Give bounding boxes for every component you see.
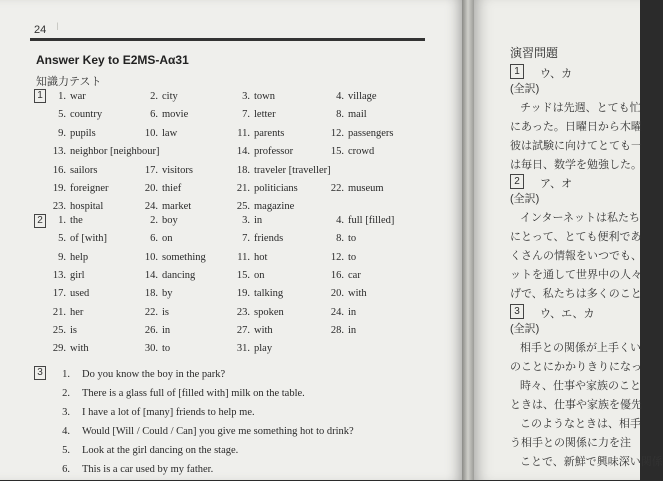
answer-number: 13.: [52, 146, 66, 158]
section-subtitle: 知識力テスト: [36, 76, 102, 88]
translation-line: このようなときは、相手: [520, 418, 641, 430]
answer-word: to: [162, 343, 171, 355]
answer-word: neighbor [neighbour]: [70, 146, 160, 158]
answer-sentence: [0, 463, 462, 481]
exercise-number-box: 2: [510, 174, 524, 189]
section-number-box: 3: [34, 366, 46, 380]
sentence-number: 6.: [62, 464, 70, 475]
answer-number: 24.: [330, 306, 344, 318]
answer-word: town: [254, 91, 275, 102]
translation-line: (全訳): [510, 323, 540, 335]
translation-line: 時々、仕事や家族のこと: [520, 380, 641, 392]
answer-row: [0, 214, 462, 232]
answer-word: professor: [254, 146, 294, 158]
answer-word: pupils: [70, 127, 96, 139]
answer-number: 15.: [236, 269, 250, 281]
answer-row: [0, 145, 462, 163]
answer-number: 20.: [144, 183, 158, 194]
answer-number: 7.: [242, 233, 250, 245]
answer-row: [0, 251, 462, 269]
answer-sentence: [0, 425, 462, 443]
answer-sentence: [0, 444, 462, 462]
answer-number: 2.: [150, 215, 158, 226]
answer-word: movie: [162, 109, 189, 121]
answer-word: politicians: [254, 183, 298, 194]
sentence-number: 4.: [62, 426, 70, 437]
answer-word: help: [70, 251, 89, 263]
answer-word: sailors: [70, 164, 98, 176]
sentence-text: This is a car used by my father.: [82, 464, 214, 475]
answer-word: of [with]: [70, 233, 108, 245]
exercise-title: 演習問題: [510, 46, 559, 60]
answer-word: foreigner: [70, 183, 109, 194]
answer-word: on: [254, 269, 265, 281]
translation-line: ットを通して世界中の人々: [510, 269, 642, 281]
sentence-number: 2.: [62, 388, 70, 399]
answer-number: 22.: [144, 306, 158, 318]
answer-number: 9.: [58, 251, 66, 263]
answer-number: 25.: [52, 324, 66, 336]
answer-number: 27.: [236, 324, 250, 336]
answer-number: 10.: [144, 251, 158, 263]
header-rule: [30, 38, 425, 41]
answer-word: crowd: [348, 146, 375, 158]
answer-number: 19.: [236, 288, 250, 300]
answer-number: 31.: [236, 343, 250, 355]
sentence-number: 1.: [62, 369, 70, 380]
answer-number: 6.: [150, 233, 158, 245]
translation-line: ときは、仕事や家族を優先: [510, 399, 642, 411]
section-number-box: 1: [34, 89, 46, 103]
answer-number: 21.: [236, 183, 250, 194]
answer-number: 11.: [237, 251, 250, 263]
answer-row: [0, 127, 462, 145]
answer-word: with: [348, 288, 367, 300]
translation-line: (全訳): [510, 83, 540, 95]
answer-number: 6.: [150, 109, 158, 121]
answer-sentence: [0, 368, 462, 386]
answer-number: 18.: [236, 164, 250, 176]
answer-number: 29.: [52, 343, 66, 355]
answer-word: to: [348, 233, 357, 245]
answer-number: 1.: [58, 91, 66, 102]
answer-number: 21.: [52, 306, 66, 318]
answer-number: 19.: [52, 183, 66, 194]
sentence-text: Do you know the boy in the park?: [82, 369, 226, 380]
exercise-answer: ウ、エ、カ: [540, 308, 595, 320]
sentence-number: 3.: [62, 407, 70, 418]
answer-word: hot: [254, 251, 268, 263]
sentence-text: There is a glass full of [filled with] milk on the table.: [82, 388, 305, 399]
sentence-text: Would [Will / Could / Can] you give me something hot to drink?: [82, 426, 354, 437]
answer-word: full [filled]: [348, 215, 395, 226]
exercise-answer: ウ、カ: [540, 68, 573, 80]
answer-number: 5.: [58, 233, 66, 245]
answer-word: magazine: [254, 201, 295, 213]
answer-number: 10.: [144, 127, 158, 139]
answer-word: is: [162, 306, 170, 318]
sentence-text: I have a lot of [many] friends to help me.: [82, 407, 255, 418]
answer-word: with: [70, 343, 89, 355]
answer-number: 4.: [336, 215, 344, 226]
answer-number: 17.: [52, 288, 66, 300]
answer-word: in: [348, 306, 357, 318]
answer-number: 3.: [242, 215, 250, 226]
translation-line: のことにかかりきりになっ: [510, 361, 642, 373]
answer-word: spoken: [254, 306, 284, 318]
answer-word: in: [348, 324, 357, 336]
answer-number: 15.: [330, 146, 344, 158]
translation-line: くさんの情報をいつでも、: [510, 250, 642, 262]
answer-number: 26.: [144, 324, 158, 336]
answer-word: girl: [70, 269, 85, 281]
translation-line: ことで、新鮮で興味深い関係: [520, 456, 663, 468]
answer-number: 25.: [236, 201, 250, 213]
translation-line: 彼は試験に向けてとても一: [510, 140, 642, 152]
answer-number: 20.: [330, 288, 344, 300]
answer-word: in: [162, 324, 171, 336]
answer-word: traveler [traveller]: [254, 164, 331, 176]
answer-word: in: [254, 215, 263, 226]
answer-row: [0, 269, 462, 287]
answer-word: passengers: [348, 127, 394, 139]
translation-line: にとって、とても便利であ: [510, 231, 642, 243]
answer-row: [0, 342, 462, 360]
answer-word: market: [162, 201, 192, 213]
answer-number: 8.: [336, 109, 344, 121]
translation-line: は毎日、数学を勉強した。: [510, 159, 642, 171]
translation-line: (全訳): [510, 193, 540, 205]
answer-number: 3.: [242, 91, 250, 102]
answer-number: 28.: [330, 324, 344, 336]
answer-word: country: [70, 109, 103, 121]
page-title: Answer Key to E2MS-Aα31: [36, 53, 189, 67]
answer-number: 11.: [237, 127, 250, 139]
book-gutter: [462, 0, 474, 480]
answer-word: war: [70, 91, 86, 102]
answer-sentence: [0, 387, 462, 405]
answer-number: 5.: [58, 109, 66, 121]
answer-number: 30.: [144, 343, 158, 355]
answer-word: something: [162, 251, 206, 263]
sentence-number: 5.: [62, 445, 70, 456]
answer-word: mail: [348, 109, 367, 121]
answer-word: is: [70, 324, 78, 336]
translation-line: 相手との関係が上手くい: [520, 342, 641, 354]
answer-number: 16.: [330, 269, 344, 281]
answer-word: her: [70, 306, 84, 318]
answer-row: [0, 90, 462, 108]
exercise-number-box: 1: [510, 64, 524, 79]
sentence-text: Look at the girl dancing on the stage.: [82, 445, 239, 456]
answer-number: 22.: [330, 183, 344, 194]
answer-number: 8.: [336, 233, 344, 245]
answer-number: 24.: [144, 201, 158, 213]
answer-word: talking: [254, 288, 284, 300]
answer-number: 14.: [236, 146, 250, 158]
answer-word: city: [162, 91, 178, 102]
answer-word: village: [348, 91, 377, 102]
exercise-number-box: 3: [510, 304, 524, 319]
answer-word: friends: [254, 233, 284, 245]
answer-number: 12.: [330, 251, 344, 263]
answer-number: 16.: [52, 164, 66, 176]
translation-line: げで、私たちは多くのこと: [510, 288, 642, 300]
answer-number: 9.: [58, 127, 66, 139]
answer-word: by: [162, 288, 173, 300]
answer-word: boy: [162, 215, 178, 226]
answer-word: play: [254, 343, 273, 355]
answer-row: [0, 182, 462, 200]
translation-line: チッドは先週、とても忙: [520, 102, 641, 114]
answer-number: 7.: [242, 109, 250, 121]
answer-word: visitors: [162, 164, 193, 176]
answer-row: [0, 324, 462, 342]
answer-row: [0, 306, 462, 324]
answer-row: [0, 108, 462, 126]
answer-word: museum: [348, 183, 384, 194]
answer-row: [0, 287, 462, 305]
answer-word: thief: [162, 183, 182, 194]
answer-number: 4.: [336, 91, 344, 102]
answer-word: with: [254, 324, 273, 336]
page-number: 24: [34, 24, 47, 36]
translation-line: にあった。日曜日から木曜: [510, 121, 642, 133]
header-faded-text: Ⅰ: [56, 22, 59, 33]
answer-word: car: [348, 269, 361, 281]
answer-word: dancing: [162, 269, 196, 281]
answer-number: 2.: [150, 91, 158, 102]
answer-word: law: [162, 127, 178, 139]
section-number-box: 2: [34, 214, 46, 228]
answer-word: hospital: [70, 201, 104, 213]
translation-line: う相手との関係に力を注: [510, 437, 631, 449]
translation-line: インターネットは私たち: [520, 212, 641, 224]
answer-row: [0, 232, 462, 250]
answer-number: 23.: [236, 306, 250, 318]
answer-word: on: [162, 233, 173, 245]
answer-number: 12.: [330, 127, 344, 139]
answer-word: letter: [254, 109, 276, 121]
answer-number: 14.: [144, 269, 158, 281]
answer-number: 13.: [52, 269, 66, 281]
answer-sentence: [0, 406, 462, 424]
answer-number: 1.: [58, 215, 66, 226]
answer-word: to: [348, 251, 357, 263]
exercise-answer: ア、オ: [540, 178, 573, 190]
answer-word: parents: [254, 127, 285, 139]
answer-word: the: [70, 215, 83, 226]
answer-number: 18.: [144, 288, 158, 300]
answer-number: 17.: [144, 164, 158, 176]
answer-word: used: [70, 288, 90, 300]
answer-number: 23.: [52, 201, 66, 213]
right-page: [474, 0, 663, 480]
answer-row: [0, 164, 462, 182]
